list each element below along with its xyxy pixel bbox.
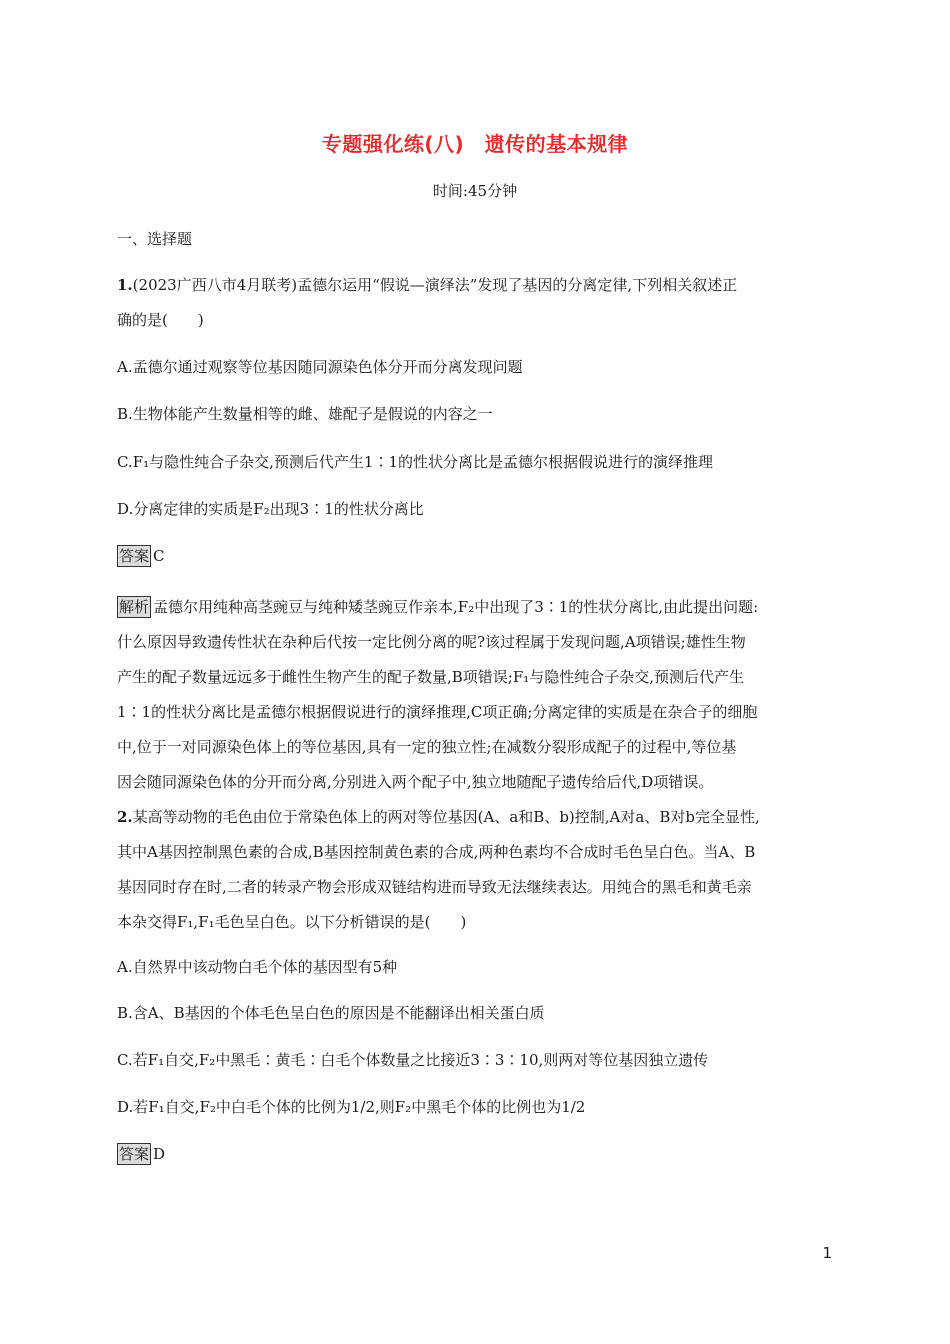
question-1-option-a: A.孟德尔通过观察等位基因随同源染色体分开而分离发现问题 bbox=[117, 358, 523, 376]
question-1-option-b: B.生物体能产生数量相等的雌、雄配子是假说的内容之一 bbox=[117, 405, 493, 423]
analysis-line-2: 什么原因导致遗传性状在杂种后代按一定比例分离的呢?该过程属于发现问题,A项错误;雄性生物 bbox=[117, 633, 746, 651]
time-limit: 时间:45分钟 bbox=[432, 182, 518, 200]
question-2-option-c: C.若F₁自交,F₂中黑毛∶黄毛∶白毛个体数量之比接近3∶3∶10,则两对等位基因独立遗传 bbox=[117, 1051, 709, 1069]
question-1-option-d: D.分离定律的实质是F₂出现3∶1的性状分离比 bbox=[117, 500, 424, 518]
analysis-line-3: 产生的配子数量远远多于雌性生物产生的配子数量,B项错误;F₁与隐性纯合子杂交,预测后代产生 bbox=[117, 668, 745, 686]
question-2-option-d: D.若F₁自交,F₂中白毛个体的比例为1/2,则F₂中黑毛个体的比例也为1/2 bbox=[117, 1098, 586, 1116]
answer-tag: 答案 bbox=[119, 1145, 150, 1163]
question-2-stem-line-4: 本杂交得F₁,F₁毛色呈白色。以下分析错误的是( ) bbox=[117, 913, 467, 931]
question-2-option-a: A.自然界中该动物白毛个体的基因型有5种 bbox=[117, 958, 398, 976]
analysis-line-6: 因会随同源染色体的分开而分离,分别进入两个配子中,独立地随配子遗传给后代,D项错误。 bbox=[117, 773, 714, 791]
question-2-number: 2. bbox=[117, 808, 133, 826]
question-2-stem bbox=[117, 800, 837, 940]
question-1-stem-line-1: (2023广西八市4月联考)孟德尔运用“假说—演绎法”发现了基因的分离定律,下列相关叙述正 bbox=[132, 276, 738, 294]
question-1-stem-line-2: 确的是( ) bbox=[117, 311, 204, 329]
question-2-stem-line-1: 某高等动物的毛色由位于常染色体上的两对等位基因(A、a和B、b)控制,A对a、B对b完全显性, bbox=[132, 808, 760, 826]
question-2-stem-line-3: 基因同时存在时,二者的转录产物会形成双链结构进而导致无法继续表达。用纯合的黑毛和黄毛亲 bbox=[117, 878, 752, 896]
answer-tag: 答案 bbox=[119, 547, 150, 565]
question-2-option-b: B.含A、B基因的个体毛色呈白色的原因是不能翻译出相关蛋白质 bbox=[117, 1004, 545, 1022]
question-1-analysis bbox=[117, 590, 837, 800]
question-1-answer bbox=[117, 545, 165, 567]
question-1-stem bbox=[117, 268, 837, 338]
page-number: 1 bbox=[822, 1244, 832, 1262]
question-1-number: 1. bbox=[117, 276, 133, 294]
question-2-answer bbox=[117, 1143, 165, 1165]
analysis-line-1: 孟德尔用纯种高茎豌豆与纯种矮茎豌豆作亲本,F₂中出现了3∶1的性状分离比,由此提出问题: bbox=[153, 598, 759, 616]
question-1-option-c: C.F₁与隐性纯合子杂交,预测后代产生1∶1的性状分离比是孟德尔根据假说进行的演绎推理 bbox=[117, 453, 713, 471]
page-title: 专题强化练(八) 遗传的基本规律 bbox=[321, 132, 629, 156]
section-heading: 一、选择题 bbox=[117, 230, 193, 248]
analysis-line-4: 1∶1的性状分离比是孟德尔根据假说进行的演绎推理,C项正确;分离定律的实质是在杂合子的细胞 bbox=[117, 703, 758, 721]
question-1-answer-value: C bbox=[153, 547, 165, 565]
question-2-answer-value: D bbox=[153, 1145, 166, 1163]
analysis-tag: 解析 bbox=[119, 598, 150, 616]
analysis-line-5: 中,位于一对同源染色体上的等位基因,具有一定的独立性;在减数分裂形成配子的过程中,等位基 bbox=[117, 738, 737, 756]
question-2-stem-line-2: 其中A基因控制黑色素的合成,B基因控制黄色素的合成,两种色素均不合成时毛色呈白色。当A、B bbox=[117, 843, 756, 861]
